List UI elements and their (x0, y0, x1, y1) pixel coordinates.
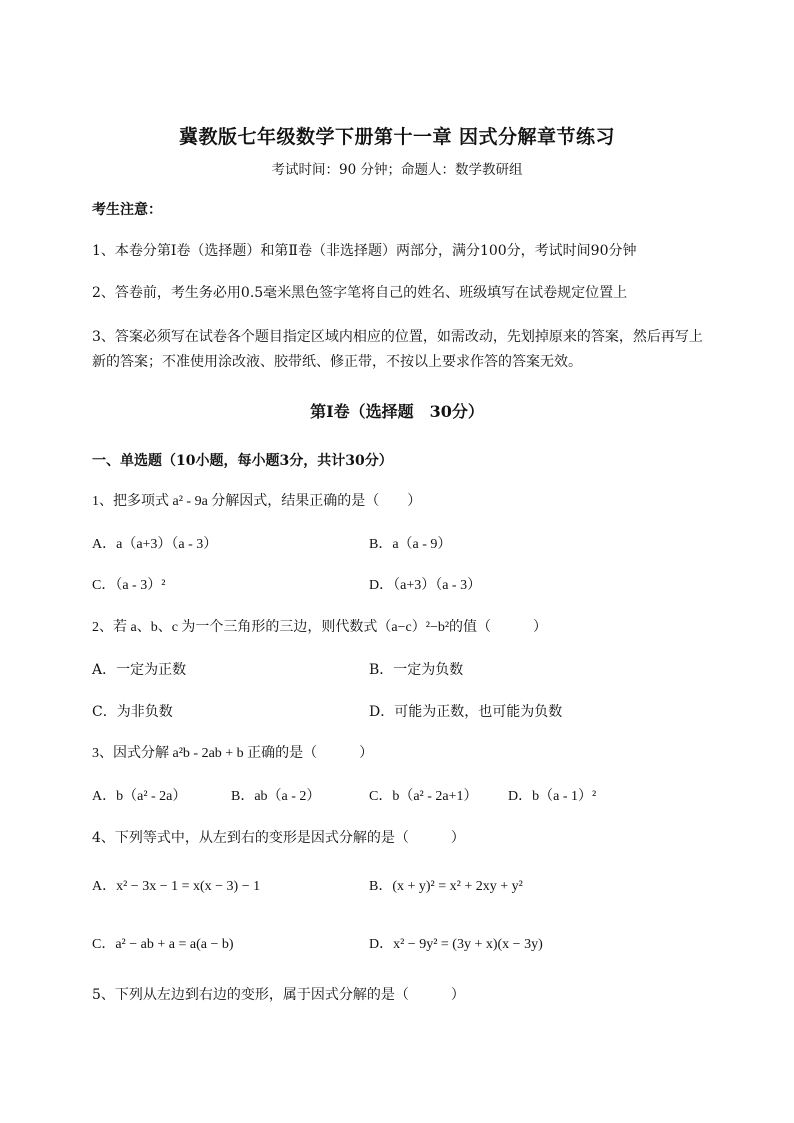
question-1-option-b: B．a（a - 9） (369, 537, 452, 552)
question-3-option-a: A．b（a² - 2a） (92, 789, 187, 804)
question-4-option-a: A．x² − 3x − 1 = x(x − 3) − 1 (92, 879, 261, 894)
question-2-option-d: D．可能为正数，也可能为负数 (369, 704, 563, 720)
question-3-option-b: B．ab（a - 2） (231, 789, 321, 804)
question-3-option-d: D．b（a - 1）² (508, 789, 597, 804)
question-2-option-c: C．为非负数 (92, 704, 173, 720)
question-1-stem: 1、把多项式 a² - 9a 分解因式，结果正确的是（ ） (92, 494, 422, 509)
notice-heading: 考生注意： (92, 202, 162, 218)
question-2-stem: 2、若 a、b、c 为一个三角形的三边，则代数式（a−c）²−b²的值（ ） (92, 620, 548, 635)
question-3-option-c: C．b（a² - 2a+1） (369, 789, 478, 804)
question-3-stem: 3、因式分解 a²b - 2ab + b 正确的是（ ） (92, 746, 374, 761)
question-5-stem: 5、下列从左边到右边的变形，属于因式分解的是（ ） (92, 987, 465, 1003)
section-title: 第Ⅰ卷（选择题 30分） (310, 402, 484, 421)
part-heading: 一、单选题（10小题，每小题3分，共计30分） (92, 453, 393, 469)
question-4-stem: 4、下列等式中，从左到右的变形是因式分解的是（ ） (92, 830, 465, 846)
question-2-option-b: B．一定为负数 (369, 662, 464, 678)
notice-item-3: 3、答案必须写在试卷各个题目指定区域内相应的位置，如需改动，先划掉原来的答案，然后再写上新的答案；不准使用涂改液、胶带纸、修正带，不按以上要求作答的答案无效。 (92, 329, 703, 370)
notice-item-2: 2、答卷前，考生务必用0.5毫米黑色签字笔将自己的姓名、班级填写在试卷规定位置上 (92, 285, 628, 301)
question-4-option-d: D．x² − 9y² = (3y + x)(x − 3y) (369, 937, 543, 952)
question-2-option-a: A．一定为正数 (92, 662, 187, 678)
notice-item-1: 1、本卷分第Ⅰ卷（选择题）和第Ⅱ卷（非选择题）两部分，满分100分，考试时间90分钟 (92, 243, 637, 259)
page-title: 冀教版七年级数学下册第十一章 因式分解章节练习 (178, 126, 616, 148)
question-4-option-c: C．a² − ab + a = a(a − b) (92, 937, 234, 952)
question-1-option-a: A．a（a+3）（a - 3） (92, 537, 218, 552)
question-1-option-c: C．（a - 3）² (92, 578, 166, 593)
page-subtitle: 考试时间：90 分钟；命题人：数学教研组 (271, 162, 523, 178)
question-4-option-b: B．(x + y)² = x² + 2xy + y² (369, 879, 523, 894)
question-1-option-d: D．（a+3）（a - 3） (369, 578, 482, 593)
